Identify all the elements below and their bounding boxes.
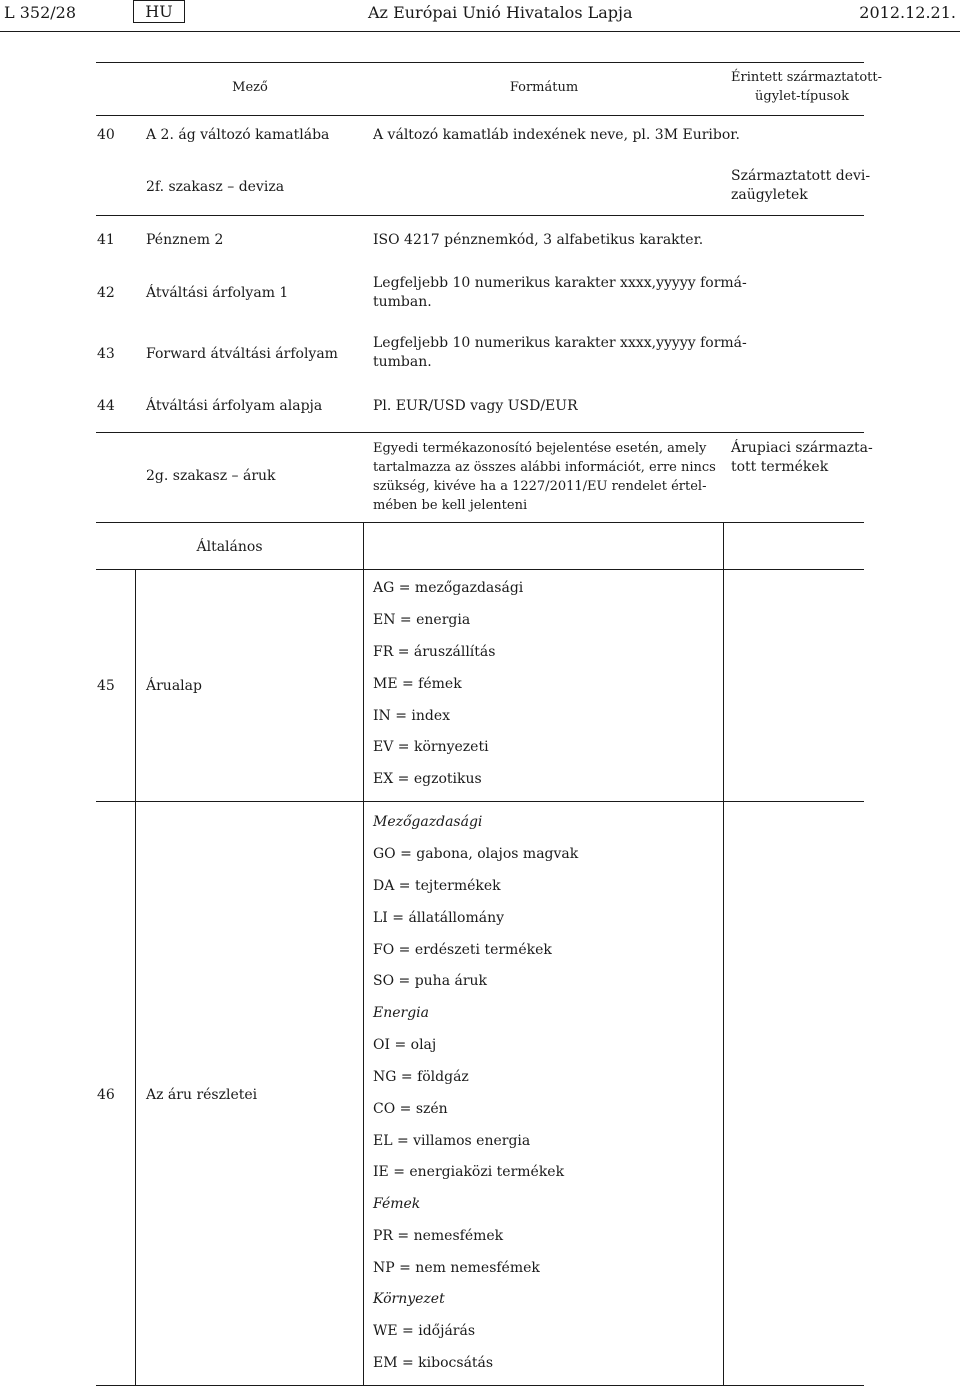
row-44-format: Pl. EUR/USD vagy USD/EUR bbox=[373, 398, 578, 414]
num-col-divider bbox=[135, 569, 136, 1385]
code-item: EM = kibocsátás bbox=[373, 1355, 494, 1371]
publication-date: 2012.12.21. bbox=[859, 3, 956, 22]
page-reference: L 352/28 bbox=[4, 3, 76, 22]
row-45-number: 45 bbox=[97, 678, 115, 694]
section-2f-types-line2: zaügyletek bbox=[731, 187, 808, 203]
code-item: FO = erdészeti termékek bbox=[373, 942, 552, 958]
row-45-field: Árualap bbox=[146, 678, 202, 694]
row-46-number: 46 bbox=[97, 1087, 115, 1103]
table-top-rule bbox=[96, 62, 864, 63]
code-item: LI = állatállomány bbox=[373, 910, 505, 926]
row-42-number: 42 bbox=[97, 285, 115, 301]
code-item: NP = nem nemesfémek bbox=[373, 1260, 540, 1276]
field-col-divider bbox=[363, 522, 364, 1385]
row-40-field: A 2. ág változó kamatlába bbox=[146, 127, 330, 143]
header-bottom-rule bbox=[96, 115, 864, 116]
row-42-format-line1: Legfeljebb 10 numerikus karakter xxxx,yyyyy formá- bbox=[373, 275, 747, 291]
row-44-number: 44 bbox=[97, 398, 115, 414]
group-heading: Fémek bbox=[373, 1196, 421, 1212]
code-item: EV = környezeti bbox=[373, 739, 489, 755]
group-heading: Mezőgazdasági bbox=[373, 814, 483, 830]
code-item: EX = egzotikus bbox=[373, 771, 482, 787]
code-item: ME = fémek bbox=[373, 676, 462, 692]
section-2g-rule bbox=[96, 432, 864, 433]
row-40-number: 40 bbox=[97, 127, 115, 143]
running-header bbox=[0, 0, 960, 26]
code-item: EL = villamos energia bbox=[373, 1133, 531, 1149]
row-43-format-line1: Legfeljebb 10 numerikus karakter xxxx,yyyyy formá- bbox=[373, 335, 747, 351]
column-header-types-line1: Érintett származtatott- bbox=[731, 70, 883, 85]
language-code-box: HU bbox=[133, 0, 185, 23]
section-2g-types-line1: Árupiaci származta- bbox=[731, 440, 873, 456]
row-44-field: Átváltási árfolyam alapja bbox=[146, 398, 323, 414]
journal-title: Az Európai Unió Hivatalos Lapja bbox=[368, 3, 633, 22]
section-2f-rule bbox=[96, 215, 864, 216]
section-2f-title: 2f. szakasz – deviza bbox=[146, 179, 285, 195]
general-top-rule bbox=[96, 522, 864, 523]
code-item: NG = földgáz bbox=[373, 1069, 469, 1085]
row-43-field: Forward átváltási árfolyam bbox=[146, 346, 338, 362]
row-40-format: A változó kamatláb indexének neve, pl. 3M Euribor. bbox=[373, 127, 740, 143]
general-heading: Általános bbox=[196, 539, 263, 555]
row-41-field: Pénznem 2 bbox=[146, 232, 224, 248]
row-42-field: Átváltási árfolyam 1 bbox=[146, 285, 289, 301]
code-item: WE = időjárás bbox=[373, 1323, 476, 1339]
group-heading: Környezet bbox=[373, 1291, 445, 1307]
section-2g-types-line2: tott termékek bbox=[731, 459, 829, 475]
section-2f-types-line1 bbox=[731, 167, 871, 186]
row-41-format: ISO 4217 pénznemkód, 3 alfabetikus karakter. bbox=[373, 232, 704, 248]
row-46-top-rule bbox=[96, 801, 864, 802]
column-header-field: Mező bbox=[232, 80, 268, 95]
code-item: IE = energiaközi termékek bbox=[373, 1164, 565, 1180]
row-46-field: Az áru részletei bbox=[146, 1087, 258, 1103]
code-item: SO = puha áruk bbox=[373, 973, 488, 989]
code-item: OI = olaj bbox=[373, 1037, 437, 1053]
code-item: AG = mezőgazdasági bbox=[373, 580, 524, 596]
section-2g-format-line3: szükség, kivéve ha a 1227/2011/EU rendelet értel- bbox=[373, 479, 707, 494]
section-2g-format-line4: mében be kell jelenteni bbox=[373, 498, 528, 513]
code-item: CO = szén bbox=[373, 1101, 448, 1117]
section-2f-types-line1-text: Származtatott devi- bbox=[731, 168, 871, 184]
general-bottom-rule bbox=[96, 569, 864, 570]
section-2g-title: 2g. szakasz – áruk bbox=[146, 468, 276, 484]
code-item: PR = nemesfémek bbox=[373, 1228, 504, 1244]
header-rule bbox=[0, 31, 960, 32]
row-42-format-line2: tumban. bbox=[373, 294, 432, 310]
row-43-format-line2: tumban. bbox=[373, 354, 432, 370]
row-43-number: 43 bbox=[97, 346, 115, 362]
group-heading: Energia bbox=[373, 1005, 429, 1021]
code-item: GO = gabona, olajos magvak bbox=[373, 846, 579, 862]
section-2g-format-line1: Egyedi termékazonosító bejelentése esetén, amely bbox=[373, 441, 707, 456]
section-2g-format-line2: tartalmazza az összes alábbi információt, erre nincs bbox=[373, 460, 716, 475]
column-header-format: Formátum bbox=[509, 80, 579, 95]
code-item: FR = áruszállítás bbox=[373, 644, 496, 660]
code-item: DA = tejtermékek bbox=[373, 878, 501, 894]
code-item: IN = index bbox=[373, 708, 451, 724]
format-col-divider bbox=[723, 522, 724, 1385]
column-header-types-line2: ügylet-típusok bbox=[755, 89, 849, 104]
code-item: EN = energia bbox=[373, 612, 471, 628]
row-41-number: 41 bbox=[97, 232, 115, 248]
